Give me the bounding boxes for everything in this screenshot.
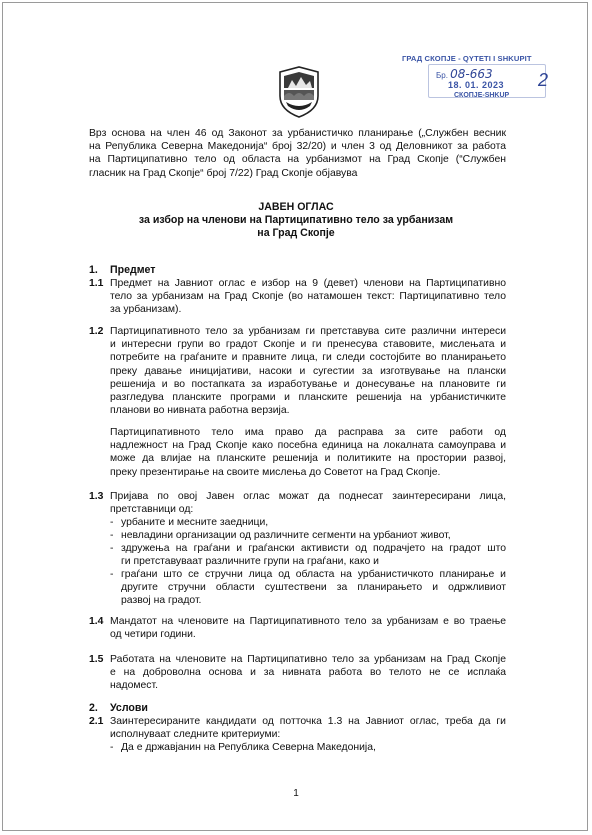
list-item-line: граѓани што се стручни лица од областа на урбанистичкото планирање и	[121, 569, 506, 580]
list-item-line: урбаните и месните заедници,	[121, 517, 269, 528]
section-1-number: 1.	[89, 264, 98, 276]
clause-line: потребите на граѓаните и правните лица, ги следи состојбите во планирањето	[110, 352, 506, 364]
clause-1-2	[110, 325, 506, 417]
clause-1-1-number: 1.1	[89, 278, 104, 289]
section-2-title: Услови	[110, 702, 148, 714]
stamp-number-row	[436, 67, 493, 81]
clause-line: Мандатот на членовите на Партиципативното тело за урбанизам е во траење	[110, 616, 506, 627]
clause-2-1-number: 2.1	[89, 716, 104, 727]
list-item	[121, 529, 506, 542]
stamp-number-label: Бр.	[436, 71, 448, 80]
list-item	[121, 568, 506, 608]
stamp-institution: ГРАД СКОПЈЕ - QYTETI I SHKUPIT	[402, 54, 532, 63]
clause-1-4	[110, 615, 506, 641]
bullet-dash: -	[110, 569, 114, 580]
clause-line: Партиципативното тело за урбанизам ги претставува сите различни интереси	[110, 326, 506, 337]
clause-1-2-number: 1.2	[89, 326, 104, 337]
clause-line: Предмет на Јавниот оглас е избор на 9 (девет) членови на Партиципативно	[110, 278, 506, 289]
stamp-date: 18. 01. 2023	[448, 80, 505, 90]
stamp-city: СКОПЈЕ-SHKUP	[454, 92, 510, 99]
clause-line: надлежност на Град Скопје како посебна единица на локалната самоуправа и	[110, 440, 506, 452]
clause-1-5	[110, 653, 506, 693]
clause-line: од четири години.	[110, 629, 196, 641]
city-coat-of-arms-logo	[276, 66, 322, 118]
section-1-title: Предмет	[110, 264, 156, 276]
clause-line: тело за урбанизам на Град Скопје (во натамошен текст: Партиципативно тело	[110, 291, 506, 303]
document-subtitle-2: на Град Скопје	[257, 227, 335, 239]
clause-1-5-number: 1.5	[89, 654, 104, 665]
stamp-number-suffix: 2	[538, 70, 549, 90]
clause-line: Партиципативното тело има право да расправа за сите работи од	[110, 427, 506, 438]
bullet-dash: -	[110, 543, 114, 554]
clause-line: Заинтересираните кандидати од потточка 1.3 на Јавниот оглас, треба да ги	[110, 716, 506, 727]
clause-1-3	[110, 490, 506, 516]
clause-line: и интересни групи во градот Скопје и ги пренесува ставовите, мислењата и	[110, 339, 506, 351]
clause-line: исполнуваат следните критериуми:	[110, 729, 281, 741]
list-item	[121, 741, 506, 754]
clause-line: преку презентирање на своите мислења до Советот на Град Скопје.	[110, 466, 441, 478]
list-item-line: ги претставуваат различните групи на граѓани, како и	[121, 556, 379, 568]
clause-line: планови во нивната работна верзија.	[110, 405, 290, 417]
clause-line: преку давање иницијативи, насоки и сугестии за изготвување на плански	[110, 365, 506, 377]
clause-line: е на доброволна основа и за нивната работа во телото не се исплаќа	[110, 667, 506, 679]
clause-1-4-number: 1.4	[89, 616, 104, 627]
intro-line: на Република Северна Македонија“ број 32/20) и член 3 од Деловникот за работа	[89, 141, 506, 153]
intro-line: на Партиципативно тело од областа на урбанизмот на Град Скопје (“Службен	[89, 154, 506, 166]
intro-line: гласник на Град Скопје“ број 7/22) Град Скопје објавува	[89, 167, 358, 179]
intro-line: Врз основа на член 46 од Законот за урбанистичко планирање („Службен весник	[89, 128, 506, 139]
clause-line: може да влијае на планските решенија и политиките на простории развој,	[110, 453, 506, 465]
list-item-line: невладини организации од различните сегменти на урбаниот живот,	[121, 530, 451, 541]
list-item-line: развој на градот.	[121, 595, 202, 607]
clause-line: претставници од:	[110, 504, 194, 516]
section-2-number: 2.	[89, 702, 98, 714]
bullet-dash: -	[110, 530, 114, 541]
clause-line: разгледува планските програми и планските решенија на урбанистичките	[110, 392, 506, 404]
clause-1-2-continued	[110, 426, 506, 479]
list-item-line: здружења на граѓани и граѓански активисти од подрачјето на градот што	[121, 543, 506, 554]
page-number: 1	[293, 788, 299, 799]
clause-1-3-number: 1.3	[89, 491, 104, 502]
bullet-dash: -	[110, 742, 114, 753]
clause-line: надомест.	[110, 680, 158, 692]
clause-line: за урбанизам).	[110, 304, 182, 316]
stamp-number-value: 08-663	[450, 67, 493, 81]
clause-line: Работата на членовите на Партиципативно тело за урбанизам на Град Скопје	[110, 654, 506, 665]
document-subtitle: за избор на членови на Партиципативно тело за урбанизам	[138, 214, 454, 226]
bullet-dash: -	[110, 517, 114, 528]
clause-line: Пријава по овој Јавен оглас можат да поднесат заинтересирани лица,	[110, 491, 506, 502]
list-item	[121, 542, 506, 568]
document-title: ЈАВЕН ОГЛАС	[258, 201, 334, 213]
list-item-line: Да е државјанин на Република Северна Македонија,	[121, 742, 376, 753]
list-item-line: другите стручни области суштествени за планирањето и одржливиот	[121, 582, 506, 594]
intro-paragraph	[89, 127, 506, 180]
list-item	[121, 516, 506, 529]
registry-stamp	[402, 34, 552, 98]
clause-1-1	[110, 277, 506, 317]
clause-line: решенија и во постапката за изработување и донесување на плановите ги	[110, 378, 506, 390]
clause-2-1	[110, 715, 506, 741]
